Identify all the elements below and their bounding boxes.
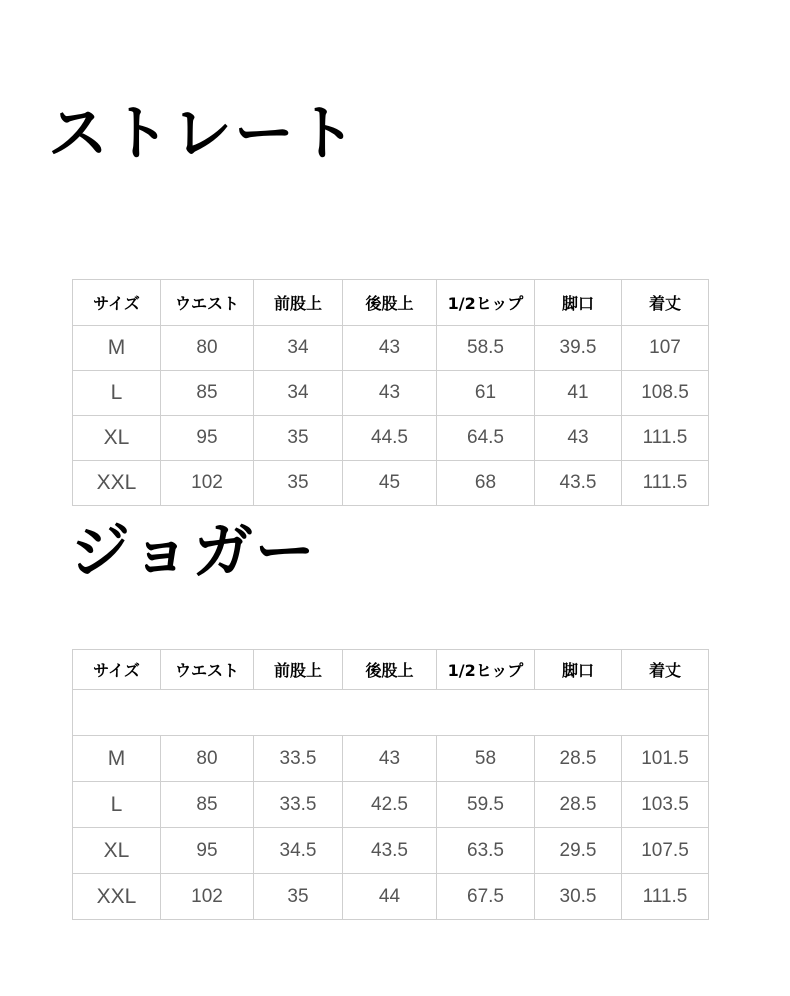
hem-cell: 28.5 — [535, 736, 622, 782]
table-header-row — [73, 650, 709, 690]
hem-cell: 41 — [535, 371, 622, 416]
straight-size-table — [72, 279, 709, 506]
hem-cell: 43 — [535, 416, 622, 461]
header-back-rise: 後股上 — [343, 280, 437, 326]
header-length: 着丈 — [622, 280, 709, 326]
waist-cell: 95 — [161, 416, 254, 461]
back-rise-cell: 43 — [343, 736, 437, 782]
half-hip-cell: 59.5 — [437, 782, 535, 828]
front-rise-cell: 35 — [254, 416, 343, 461]
table-row — [73, 782, 709, 828]
header-length: 着丈 — [622, 650, 709, 690]
header-waist: ウエスト — [161, 280, 254, 326]
front-rise-cell: 33.5 — [254, 782, 343, 828]
front-rise-cell: 34.5 — [254, 828, 343, 874]
header-half-hip: 1/2ヒップ — [437, 280, 535, 326]
length-cell: 111.5 — [622, 461, 709, 506]
length-cell: 101.5 — [622, 736, 709, 782]
table-row — [73, 326, 709, 371]
back-rise-cell: 44.5 — [343, 416, 437, 461]
jogger-section-title: ジョガー — [70, 517, 317, 587]
front-rise-cell: 34 — [254, 371, 343, 416]
back-rise-cell: 43 — [343, 371, 437, 416]
half-hip-cell: 58.5 — [437, 326, 535, 371]
waist-cell: 102 — [161, 461, 254, 506]
size-cell: XXL — [73, 874, 161, 920]
straight-section-title: ストレート — [48, 99, 358, 169]
length-cell: 103.5 — [622, 782, 709, 828]
hem-cell: 39.5 — [535, 326, 622, 371]
header-half-hip: 1/2ヒップ — [437, 650, 535, 690]
header-hem: 脚口 — [535, 280, 622, 326]
back-rise-cell: 42.5 — [343, 782, 437, 828]
header-waist: ウエスト — [161, 650, 254, 690]
size-cell: XL — [73, 828, 161, 874]
hem-cell: 29.5 — [535, 828, 622, 874]
length-cell: 107.5 — [622, 828, 709, 874]
hem-cell: 30.5 — [535, 874, 622, 920]
length-cell: 111.5 — [622, 874, 709, 920]
size-cell: XL — [73, 416, 161, 461]
waist-cell: 85 — [161, 782, 254, 828]
half-hip-cell: 67.5 — [437, 874, 535, 920]
front-rise-cell: 33.5 — [254, 736, 343, 782]
front-rise-cell: 35 — [254, 874, 343, 920]
size-cell: XXL — [73, 461, 161, 506]
header-size: サイズ — [73, 650, 161, 690]
table-row — [73, 828, 709, 874]
half-hip-cell: 58 — [437, 736, 535, 782]
table-row — [73, 736, 709, 782]
hem-cell: 43.5 — [535, 461, 622, 506]
waist-cell: 95 — [161, 828, 254, 874]
waist-cell: 85 — [161, 371, 254, 416]
length-cell: 111.5 — [622, 416, 709, 461]
header-back-rise: 後股上 — [343, 650, 437, 690]
header-front-rise: 前股上 — [254, 650, 343, 690]
header-size: サイズ — [73, 280, 161, 326]
waist-cell: 80 — [161, 326, 254, 371]
header-front-rise: 前股上 — [254, 280, 343, 326]
length-cell: 108.5 — [622, 371, 709, 416]
back-rise-cell: 43.5 — [343, 828, 437, 874]
table-row — [73, 371, 709, 416]
blank-cell — [73, 690, 709, 736]
back-rise-cell: 45 — [343, 461, 437, 506]
half-hip-cell: 68 — [437, 461, 535, 506]
size-cell: L — [73, 782, 161, 828]
size-cell: L — [73, 371, 161, 416]
table-header-row — [73, 280, 709, 326]
back-rise-cell: 44 — [343, 874, 437, 920]
table-row — [73, 874, 709, 920]
waist-cell: 80 — [161, 736, 254, 782]
front-rise-cell: 35 — [254, 461, 343, 506]
half-hip-cell: 61 — [437, 371, 535, 416]
hem-cell: 28.5 — [535, 782, 622, 828]
half-hip-cell: 63.5 — [437, 828, 535, 874]
size-cell: M — [73, 326, 161, 371]
front-rise-cell: 34 — [254, 326, 343, 371]
length-cell: 107 — [622, 326, 709, 371]
table-row — [73, 416, 709, 461]
header-hem: 脚口 — [535, 650, 622, 690]
half-hip-cell: 64.5 — [437, 416, 535, 461]
back-rise-cell: 43 — [343, 326, 437, 371]
waist-cell: 102 — [161, 874, 254, 920]
blank-row — [73, 690, 709, 736]
table-row — [73, 461, 709, 506]
size-cell: M — [73, 736, 161, 782]
jogger-size-table — [72, 649, 709, 920]
